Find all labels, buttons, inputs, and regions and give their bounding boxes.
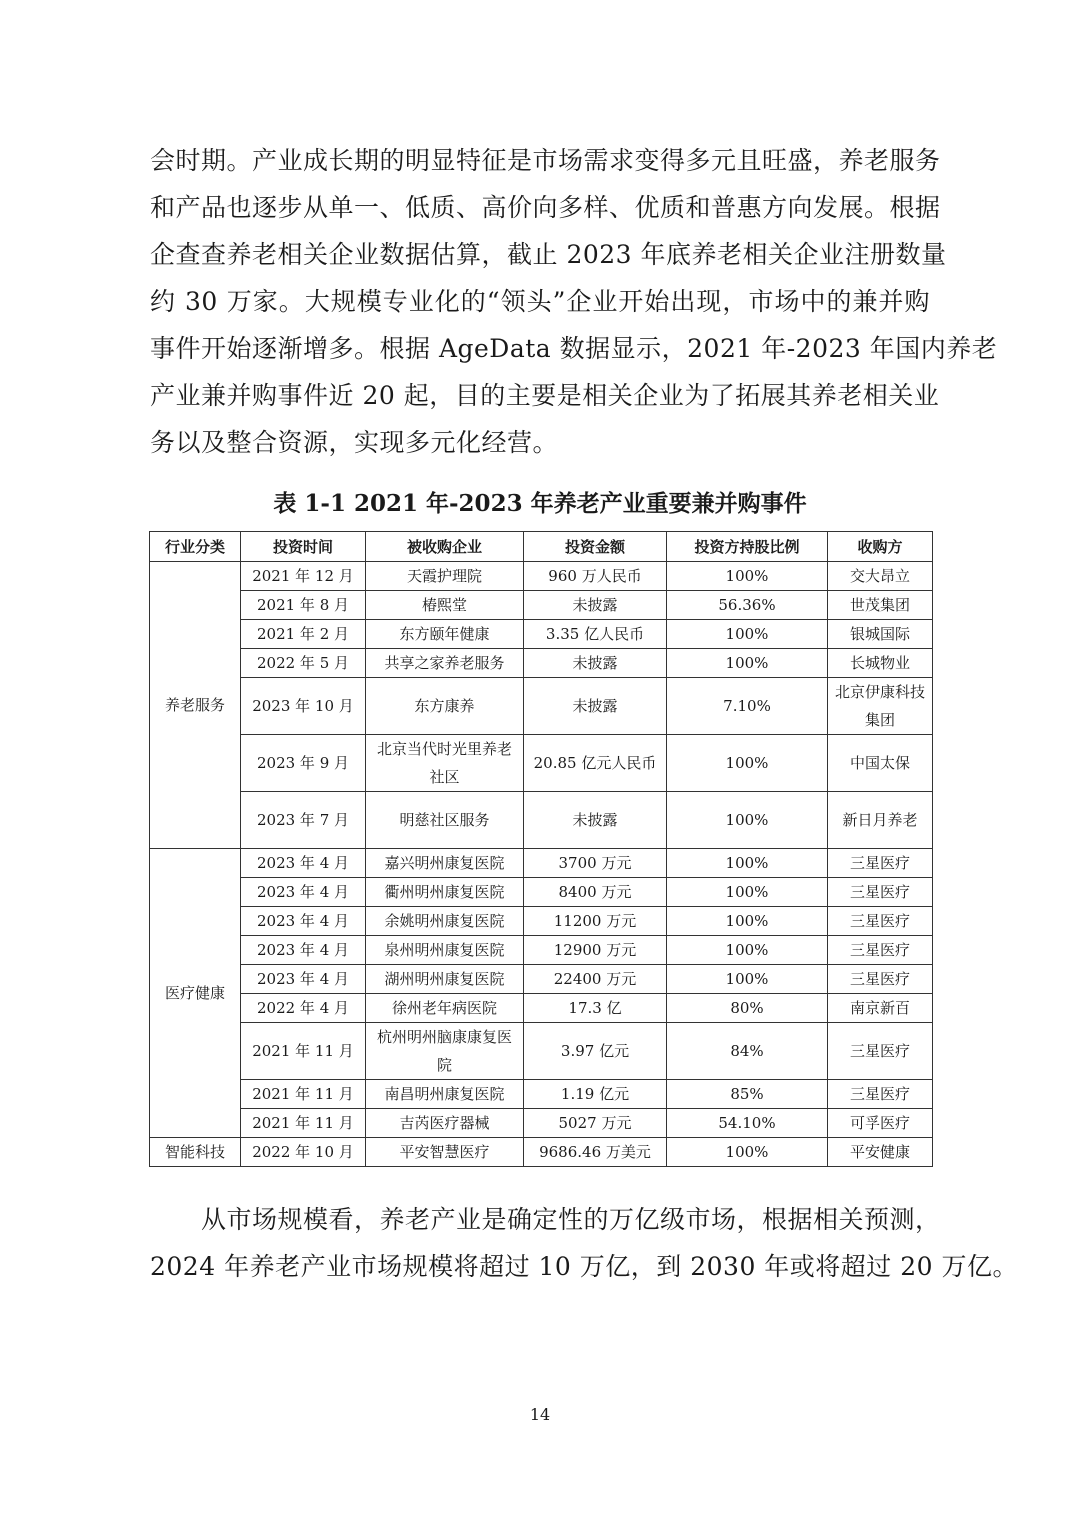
cell-target: 天霞护理院 xyxy=(366,562,524,591)
table-row xyxy=(150,1080,933,1109)
cell-amount: 22400 万元 xyxy=(524,965,667,994)
cell-amount: 3.97 亿元 xyxy=(524,1023,667,1080)
cell-acquirer: 交大昂立 xyxy=(828,562,933,591)
cell-date: 2023 年 7 月 xyxy=(241,792,366,849)
cell-target: 东方颐年健康 xyxy=(366,620,524,649)
cell-date: 2022 年 10 月 xyxy=(241,1138,366,1167)
cell-target: 平安智慧医疗 xyxy=(366,1138,524,1167)
table-row xyxy=(150,1109,933,1138)
header-target: 被收购企业 xyxy=(366,532,524,562)
cell-stake: 100% xyxy=(667,735,828,792)
cell-acquirer: 三星医疗 xyxy=(828,878,933,907)
cell-date: 2021 年 11 月 xyxy=(241,1080,366,1109)
cell-acquirer: 三星医疗 xyxy=(828,849,933,878)
cell-date: 2021 年 8 月 xyxy=(241,591,366,620)
cell-amount: 未披露 xyxy=(524,792,667,849)
text-line: 从市场规模看，养老产业是确定性的万亿级市场，根据相关预测， xyxy=(150,1205,941,1234)
cell-stake: 80% xyxy=(667,994,828,1023)
cell-target: 北京当代时光里养老社区 xyxy=(366,735,524,792)
cell-target: 南昌明州康复医院 xyxy=(366,1080,524,1109)
header-category: 行业分类 xyxy=(150,532,241,562)
cell-amount: 未披露 xyxy=(524,649,667,678)
body-paragraph-1 xyxy=(150,137,998,466)
cell-date: 2023 年 10 月 xyxy=(241,678,366,735)
cell-acquirer: 世茂集团 xyxy=(828,591,933,620)
table-header-row xyxy=(150,532,933,562)
table-row xyxy=(150,849,933,878)
text-line: 企查查养老相关企业数据估算，截止 2023 年底养老相关企业注册数量 xyxy=(150,240,947,269)
text-line: 产业兼并购事件近 20 起，目的主要是相关企业为了拓展其养老相关业 xyxy=(150,381,940,410)
cell-date: 2022 年 5 月 xyxy=(241,649,366,678)
table-caption: 表 1-1 2021 年-2023 年养老产业重要兼并购事件 xyxy=(273,490,807,517)
cell-date: 2023 年 9 月 xyxy=(241,735,366,792)
cell-stake: 100% xyxy=(667,562,828,591)
table-row xyxy=(150,591,933,620)
page-number: 14 xyxy=(529,1405,551,1424)
table-body xyxy=(150,562,933,1167)
cell-amount: 3700 万元 xyxy=(524,849,667,878)
text-line: 和产品也逐步从单一、低质、高价向多样、优质和普惠方向发展。根据 xyxy=(150,193,941,222)
cell-date: 2022 年 4 月 xyxy=(241,994,366,1023)
table-row xyxy=(150,1023,933,1080)
cell-stake: 85% xyxy=(667,1080,828,1109)
cell-acquirer: 银城国际 xyxy=(828,620,933,649)
cell-acquirer: 新日月养老 xyxy=(828,792,933,849)
cell-stake: 100% xyxy=(667,965,828,994)
cell-stake: 7.10% xyxy=(667,678,828,735)
header-amount: 投资金额 xyxy=(524,532,667,562)
cell-acquirer: 三星医疗 xyxy=(828,907,933,936)
cell-date: 2021 年 12 月 xyxy=(241,562,366,591)
text-line: 事件开始逐渐增多。根据 AgeData 数据显示，2021 年-2023 年国内养老 xyxy=(150,334,998,363)
cell-category: 养老服务 xyxy=(150,562,241,849)
cell-stake: 54.10% xyxy=(667,1109,828,1138)
cell-category: 医疗健康 xyxy=(150,849,241,1138)
cell-date: 2023 年 4 月 xyxy=(241,907,366,936)
cell-amount: 12900 万元 xyxy=(524,936,667,965)
cell-acquirer: 三星医疗 xyxy=(828,1080,933,1109)
cell-stake: 56.36% xyxy=(667,591,828,620)
cell-target: 湖州明州康复医院 xyxy=(366,965,524,994)
table-row xyxy=(150,620,933,649)
cell-amount: 20.85 亿元人民币 xyxy=(524,735,667,792)
table-row xyxy=(150,562,933,591)
cell-date: 2023 年 4 月 xyxy=(241,965,366,994)
cell-date: 2021 年 11 月 xyxy=(241,1023,366,1080)
table-row xyxy=(150,994,933,1023)
table-row xyxy=(150,936,933,965)
cell-amount: 5027 万元 xyxy=(524,1109,667,1138)
text-line: 2024 年养老产业市场规模将超过 10 万亿，到 2030 年或将超过 20 万亿。 xyxy=(150,1252,1018,1281)
cell-acquirer: 中国太保 xyxy=(828,735,933,792)
cell-acquirer: 平安健康 xyxy=(828,1138,933,1167)
cell-amount: 未披露 xyxy=(524,678,667,735)
header-stake: 投资方持股比例 xyxy=(667,532,828,562)
cell-target: 泉州明州康复医院 xyxy=(366,936,524,965)
table-row xyxy=(150,735,933,792)
cell-amount: 960 万人民币 xyxy=(524,562,667,591)
header-acquirer: 收购方 xyxy=(828,532,933,562)
cell-amount: 未披露 xyxy=(524,591,667,620)
table-row xyxy=(150,649,933,678)
cell-stake: 100% xyxy=(667,620,828,649)
cell-date: 2023 年 4 月 xyxy=(241,849,366,878)
cell-target: 明慈社区服务 xyxy=(366,792,524,849)
cell-amount: 17.3 亿 xyxy=(524,994,667,1023)
cell-acquirer: 北京伊康科技集团 xyxy=(828,678,933,735)
cell-stake: 100% xyxy=(667,936,828,965)
cell-target: 吉芮医疗器械 xyxy=(366,1109,524,1138)
cell-stake: 100% xyxy=(667,849,828,878)
table-row xyxy=(150,1138,933,1167)
cell-acquirer: 三星医疗 xyxy=(828,965,933,994)
text-line: 约 30 万家。大规模专业化的“领头”企业开始出现，市场中的兼并购 xyxy=(150,287,930,316)
cell-target: 椿熙堂 xyxy=(366,591,524,620)
text-line: 会时期。产业成长期的明显特征是市场需求变得多元且旺盛，养老服务 xyxy=(150,146,941,175)
mergers-table xyxy=(149,531,933,1167)
body-paragraph-2 xyxy=(150,1196,1018,1290)
cell-stake: 100% xyxy=(667,907,828,936)
cell-target: 余姚明州康复医院 xyxy=(366,907,524,936)
cell-acquirer: 三星医疗 xyxy=(828,936,933,965)
cell-acquirer: 三星医疗 xyxy=(828,1023,933,1080)
cell-amount: 8400 万元 xyxy=(524,878,667,907)
cell-stake: 100% xyxy=(667,649,828,678)
cell-acquirer: 长城物业 xyxy=(828,649,933,678)
cell-target: 徐州老年病医院 xyxy=(366,994,524,1023)
table-row xyxy=(150,792,933,849)
table-row xyxy=(150,907,933,936)
cell-date: 2021 年 2 月 xyxy=(241,620,366,649)
cell-target: 衢州明州康复医院 xyxy=(366,878,524,907)
cell-amount: 1.19 亿元 xyxy=(524,1080,667,1109)
table-row xyxy=(150,678,933,735)
cell-stake: 100% xyxy=(667,1138,828,1167)
header-date: 投资时间 xyxy=(241,532,366,562)
cell-date: 2023 年 4 月 xyxy=(241,878,366,907)
cell-target: 共享之家养老服务 xyxy=(366,649,524,678)
cell-amount: 9686.46 万美元 xyxy=(524,1138,667,1167)
cell-acquirer: 南京新百 xyxy=(828,994,933,1023)
cell-stake: 100% xyxy=(667,878,828,907)
table-row xyxy=(150,965,933,994)
cell-date: 2023 年 4 月 xyxy=(241,936,366,965)
cell-amount: 3.35 亿人民币 xyxy=(524,620,667,649)
cell-amount: 11200 万元 xyxy=(524,907,667,936)
cell-category: 智能科技 xyxy=(150,1138,241,1167)
cell-date: 2021 年 11 月 xyxy=(241,1109,366,1138)
cell-stake: 100% xyxy=(667,792,828,849)
text-line: 务以及整合资源，实现多元化经营。 xyxy=(150,428,559,457)
cell-target: 杭州明州脑康康复医院 xyxy=(366,1023,524,1080)
table-row xyxy=(150,878,933,907)
cell-target: 东方康养 xyxy=(366,678,524,735)
cell-stake: 84% xyxy=(667,1023,828,1080)
cell-acquirer: 可孚医疗 xyxy=(828,1109,933,1138)
cell-target: 嘉兴明州康复医院 xyxy=(366,849,524,878)
